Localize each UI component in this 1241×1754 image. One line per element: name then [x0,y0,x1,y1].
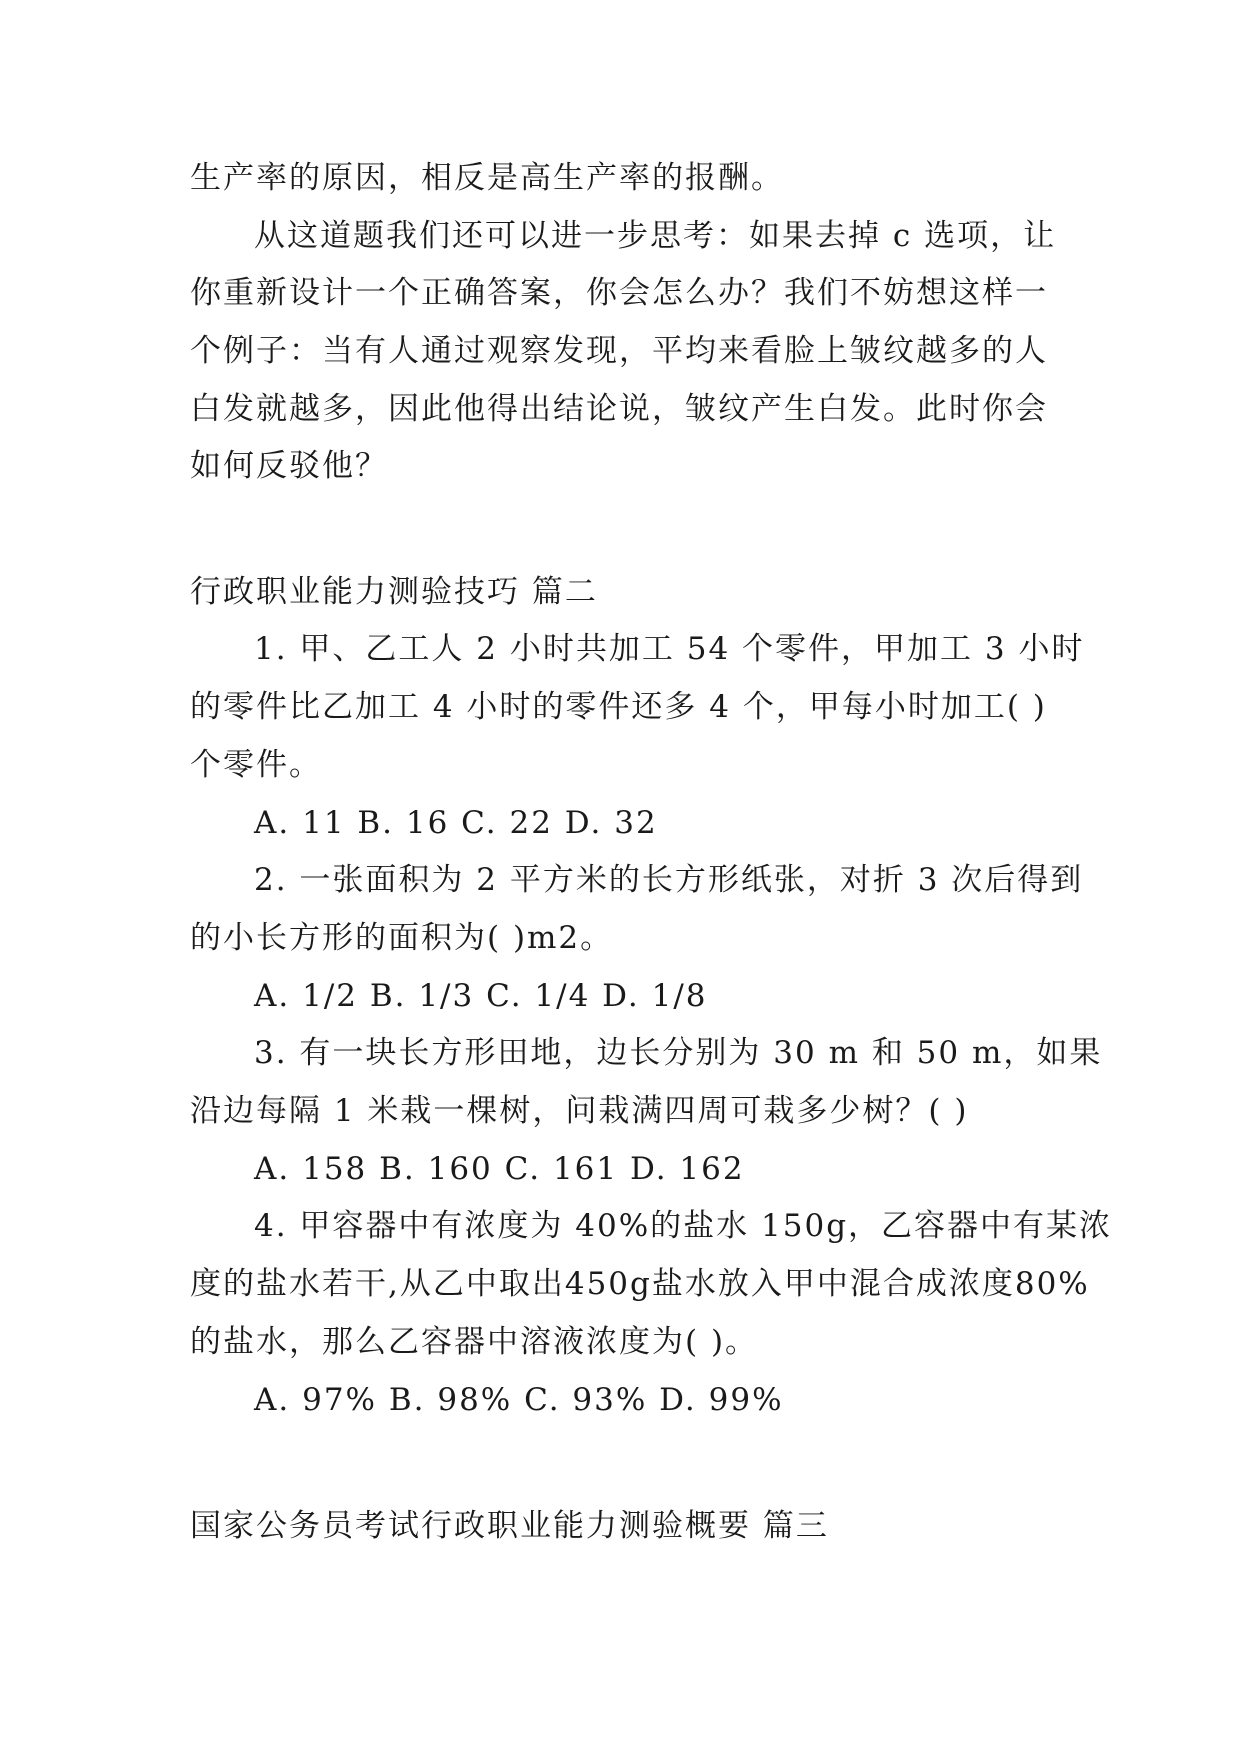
question-1-options: A. 11 B. 16 C. 22 D. 32 [254,805,658,841]
paragraph-line: 如何反驳他？ [190,448,388,484]
paragraph-line: 从这道题我们还可以进一步思考：如果去掉 c 选项，让 [254,218,1057,254]
question-4-options: A. 97% B. 98% C. 93% D. 99% [254,1382,784,1418]
question-3-line: 沿边每隔 1 米栽一棵树，问栽满四周可栽多少树？( ) [190,1093,969,1129]
paragraph-line: 生产率的原因，相反是高生产率的报酬。 [190,160,784,196]
question-3-line: 3. 有一块长方形田地，边长分别为 30 m 和 50 m，如果 [254,1035,1103,1071]
question-4-line: 4. 甲容器中有浓度为 40%的盐水 150g，乙容器中有某浓 [254,1208,1113,1244]
question-4-line: 度的盐水若干,从乙中取出450g盐水放入甲中混合成浓度80% [190,1266,1090,1302]
question-1-line: 个零件。 [190,747,322,783]
section-heading: 行政职业能力测验技巧 篇二 [190,574,598,610]
question-2-line: 的小长方形的面积为( )m2。 [190,920,614,956]
paragraph-line: 你重新设计一个正确答案，你会怎么办？我们不妨想这样一 [190,275,1048,311]
section-heading: 国家公务员考试行政职业能力测验概要 篇三 [190,1508,829,1544]
question-2-line: 2. 一张面积为 2 平方米的长方形纸张，对折 3 次后得到 [254,862,1084,898]
question-1-line: 的零件比乙加工 4 小时的零件还多 4 个，甲每小时加工( ) [190,689,1047,725]
question-1-line: 1. 甲、乙工人 2 小时共加工 54 个零件，甲加工 3 小时 [254,631,1085,667]
paragraph-line: 个例子：当有人通过观察发现，平均来看脸上皱纹越多的人 [190,333,1048,369]
question-2-options: A. 1/2 B. 1/3 C. 1/4 D. 1/8 [254,978,708,1014]
question-3-options: A. 158 B. 160 C. 161 D. 162 [254,1151,745,1187]
paragraph-line: 白发就越多，因此他得出结论说，皱纹产生白发。此时你会 [190,391,1048,427]
question-4-line: 的盐水，那么乙容器中溶液浓度为( )。 [190,1324,759,1360]
